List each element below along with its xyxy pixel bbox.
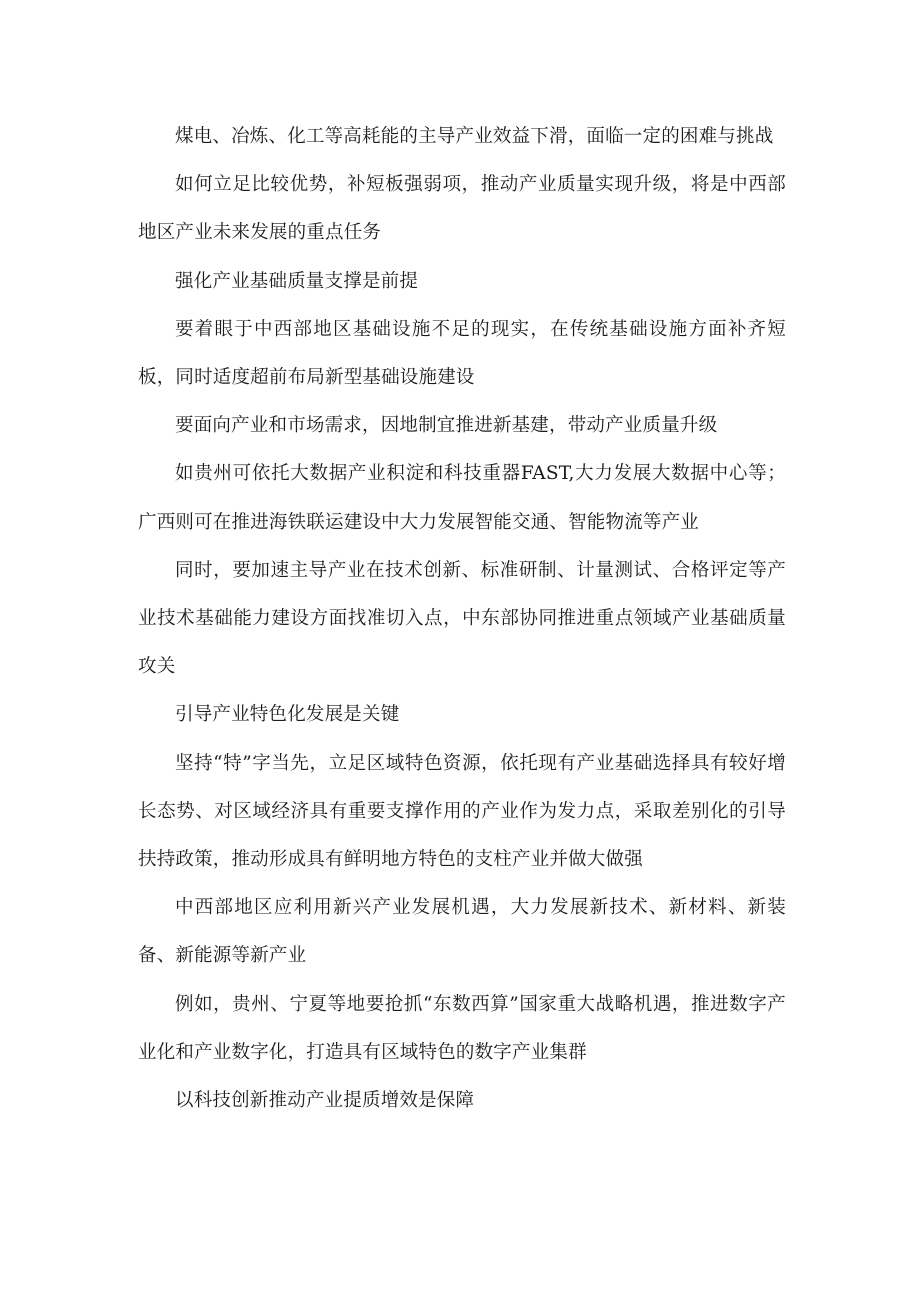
paragraph: 坚持“特”字当先，立足区域特色资源，依托现有产业基础选择具有较好增长态势、对区域经济具有重要支撑作用的产业作为发力点，采取差别化的引导扶持政策，推动形成具有鲜明地方特色的支柱产业并做大做强 — [138, 752, 786, 871]
section-heading: 以科技创新推动产业提质增效是保障 — [175, 1090, 475, 1112]
paragraph: 如贵州可依托大数据产业积淀和科技重器FAST,大力发展大数据中心等；广西则可在推进海铁联运建设中大力发展智能交通、智能物流等产业 — [138, 463, 786, 533]
paragraph: 要面向产业和市场需求，因地制宜推进新基建，带动产业质量升级 — [175, 415, 718, 437]
section-heading: 强化产业基础质量支撑是前提 — [175, 270, 419, 292]
paragraph: 例如，贵州、宁夏等地要抢抓“东数西算”国家重大战略机遇，推进数字产业化和产业数字化，打造具有区域特色的数字产业集群 — [138, 993, 786, 1063]
paragraph: 要着眼于中西部地区基础设施不足的现实，在传统基础设施方面补齐短板，同时适度超前布局新型基础设施建设 — [138, 318, 786, 389]
section-heading: 引导产业特色化发展是关键 — [175, 704, 400, 726]
paragraph: 如何立足比较优势，补短板强弱项，推动产业质量实现升级，将是中西部地区产业未来发展的重点任务 — [138, 174, 786, 244]
paragraph: 同时，要加速主导产业在技术创新、标准研制、计量测试、合格评定等产业技术基础能力建设方面找准切入点，中东部协同推进重点领域产业基础质量攻关 — [138, 559, 786, 678]
document-body — [138, 113, 786, 1125]
paragraph: 中西部地区应利用新兴产业发展机遇，大力发展新技术、新材料、新装备、新能源等新产业 — [138, 897, 786, 967]
paragraph: 煤电、冶炼、化工等高耗能的主导产业效益下滑，面临一定的困难与挑战 — [175, 126, 774, 147]
